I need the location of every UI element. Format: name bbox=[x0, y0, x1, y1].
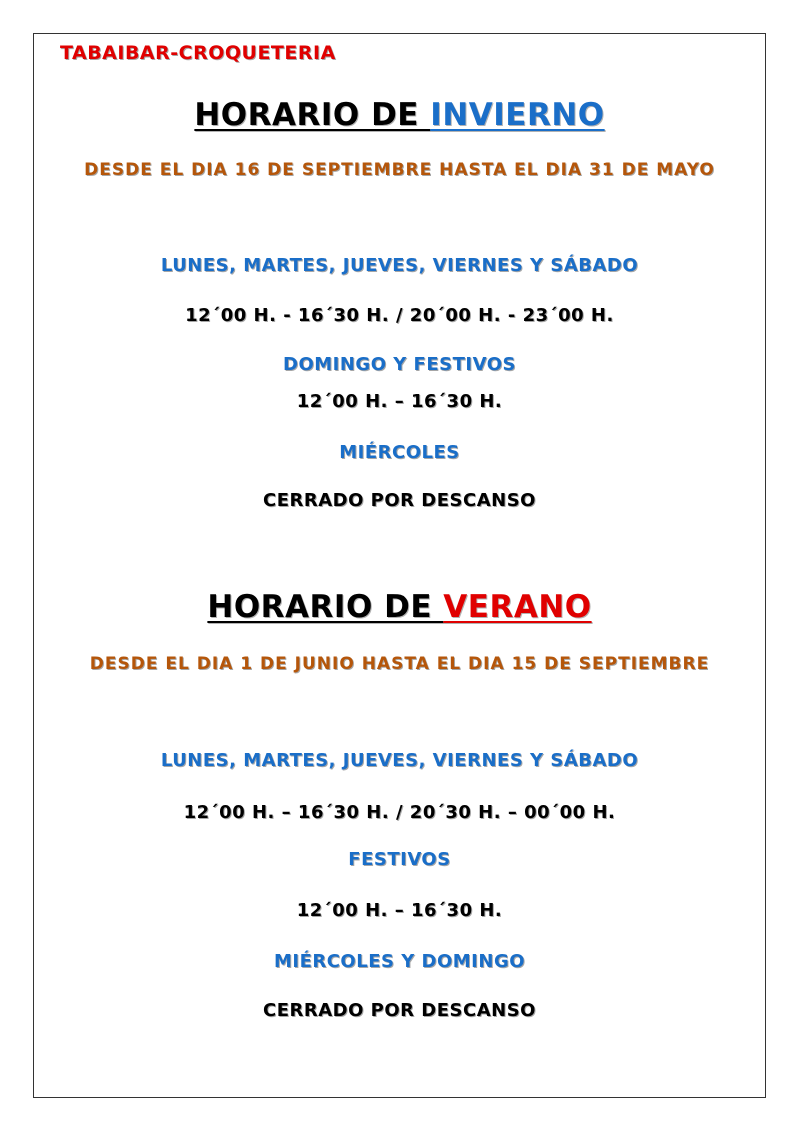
summer-date-range: DESDE EL DIA 1 DE JUNIO HASTA EL DIA 15 DE SEPTIEMBRE bbox=[89, 654, 710, 674]
summer-closed-days: MIÉRCOLES Y DOMINGO bbox=[273, 951, 526, 972]
brand-name: TABAIBAR-CROQUETERIA bbox=[60, 42, 336, 64]
summer-weekdays-hours: 12´00 H. – 16´30 H. / 20´30 H. – 00´00 H. bbox=[183, 802, 616, 823]
winter-date-range: DESDE EL DIA 16 DE SEPTIEMBRE HASTA EL DIA 31 DE MAYO bbox=[84, 160, 715, 180]
winter-closed-text: CERRADO POR DESCANSO bbox=[263, 490, 536, 511]
winter-title-season: INVIERNO bbox=[430, 97, 605, 133]
winter-title bbox=[33, 97, 766, 133]
summer-title-season: VERANO bbox=[443, 589, 592, 625]
winter-sunday-label: DOMINGO Y FESTIVOS bbox=[283, 354, 516, 375]
winter-closed-day: MIÉRCOLES bbox=[339, 442, 460, 463]
summer-closed-text: CERRADO POR DESCANSO bbox=[263, 1000, 536, 1021]
winter-sunday-hours: 12´00 H. – 16´30 H. bbox=[296, 391, 503, 412]
winter-title-prefix: HORARIO DE bbox=[194, 97, 431, 133]
winter-weekdays-label: LUNES, MARTES, JUEVES, VIERNES Y SÁBADO bbox=[160, 255, 639, 276]
winter-weekdays-hours: 12´00 H. - 16´30 H. / 20´00 H. - 23´00 H. bbox=[185, 305, 614, 326]
summer-title-prefix: HORARIO DE bbox=[207, 589, 444, 625]
summer-holidays-label: FESTIVOS bbox=[348, 849, 451, 870]
summer-title bbox=[33, 589, 766, 625]
summer-holidays-hours: 12´00 H. – 16´30 H. bbox=[296, 900, 503, 921]
page-border bbox=[33, 33, 766, 1098]
summer-weekdays-label: LUNES, MARTES, JUEVES, VIERNES Y SÁBADO bbox=[160, 750, 639, 771]
